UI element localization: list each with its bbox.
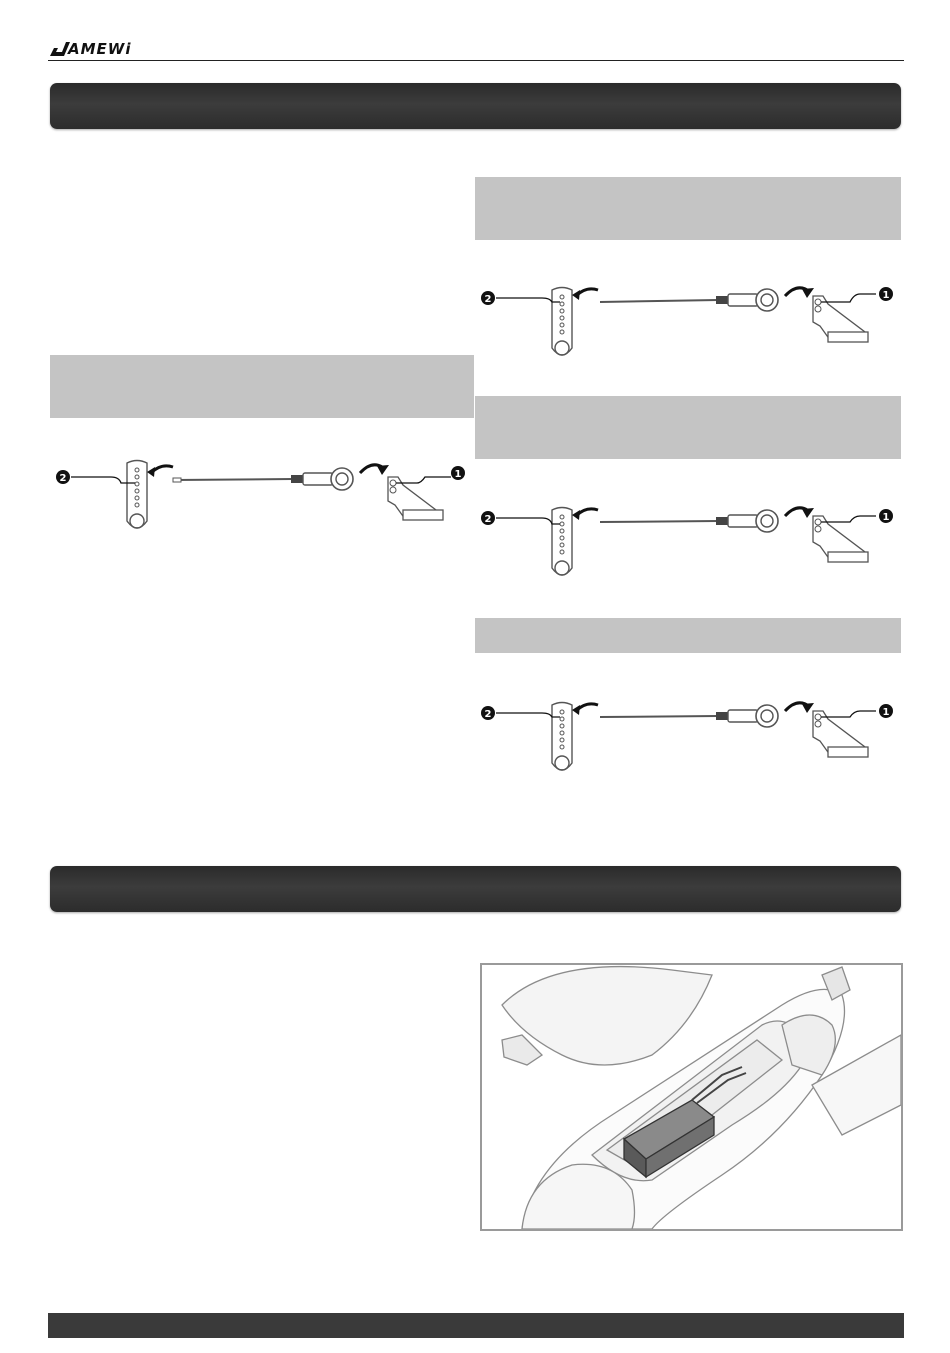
- header-rule: [48, 60, 904, 61]
- pushrod-icon: [600, 289, 778, 311]
- footer-bar: [48, 1313, 904, 1338]
- amewi-logo-icon: [48, 38, 70, 60]
- control-horn-icon: [813, 711, 868, 757]
- svg-text:1: 1: [882, 512, 890, 523]
- marker-2: [56, 470, 135, 484]
- brand-logo: [48, 36, 148, 62]
- linkage-diagram-2: [480, 282, 900, 372]
- battery-compartment-illustration: [480, 963, 903, 1231]
- servo-horn-icon: [552, 288, 572, 356]
- grey-band-left: [50, 355, 474, 418]
- linkage-diagram-3: [480, 502, 900, 592]
- svg-text:2: 2: [59, 473, 67, 484]
- svg-text:1: 1: [882, 707, 890, 718]
- logo-text: AMEWi: [68, 40, 132, 58]
- section-header-bar-2: [50, 866, 901, 912]
- marker-1: [821, 704, 893, 718]
- grey-band-right-1: [475, 177, 901, 240]
- svg-text:2: 2: [484, 709, 492, 720]
- linkage-diagram-1: [55, 455, 475, 545]
- marker-2: [481, 511, 560, 525]
- svg-text:2: 2: [484, 294, 492, 305]
- svg-text:1: 1: [454, 469, 462, 480]
- control-horn-icon: [813, 296, 868, 342]
- pushrod-icon: [600, 705, 778, 727]
- svg-text:1: 1: [882, 290, 890, 301]
- svg-text:2: 2: [484, 514, 492, 525]
- control-horn-icon: [813, 516, 868, 562]
- pushrod-icon: [600, 510, 778, 532]
- servo-horn-icon: [127, 461, 147, 529]
- servo-horn-icon: [552, 508, 572, 576]
- section-header-bar-1: [50, 83, 901, 129]
- marker-1: [821, 509, 893, 523]
- marker-1: [396, 466, 465, 483]
- grey-band-right-3: [475, 618, 901, 653]
- grey-band-right-2: [475, 396, 901, 459]
- servo-horn-icon: [552, 703, 572, 771]
- linkage-diagram-4: [480, 697, 900, 787]
- marker-2: [481, 291, 560, 305]
- pushrod-icon: [173, 468, 353, 490]
- marker-1: [821, 287, 893, 302]
- marker-2: [481, 706, 560, 720]
